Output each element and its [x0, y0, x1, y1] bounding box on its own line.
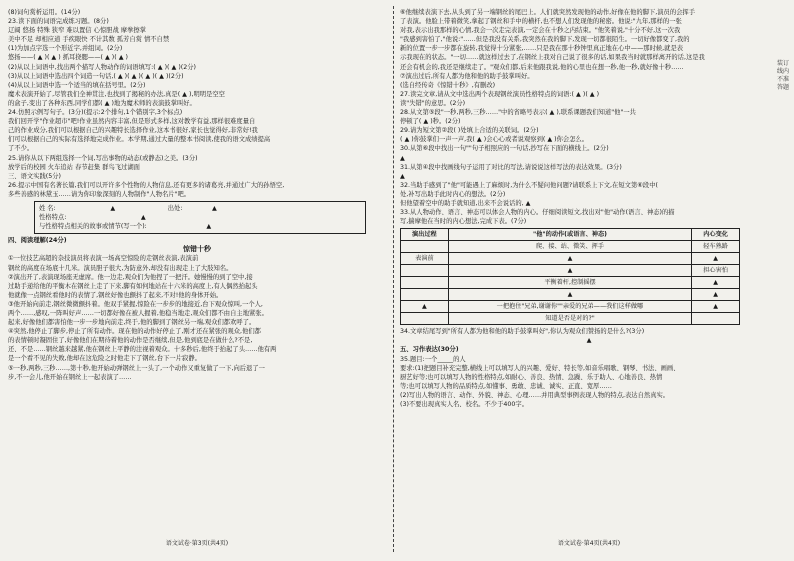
text-line: 魔术表演开始了,尽管我们全神贯注,也找到了揭秘的办法,真是( ▲ ),明明是空空 — [8, 90, 225, 98]
page-footer-right: 语文试卷·第4页(共4页) — [557, 539, 621, 547]
passage-line: 还会有机会的,我还是继续走了。"观众们都,后来他跟我说,他的心里也在想一秒,他一秒,就好像十秒…… — [400, 63, 684, 71]
requirement-line: (2)写出人物的语言、动作、外貌、神态、心理……并用典型事例表现人物的特点,表达自然真实。 — [400, 391, 670, 399]
table-cell: 爬、接、站、微笑、挥手 — [448, 241, 691, 253]
text-line: 三、语文实践(5分) — [8, 172, 61, 180]
table-cell: ▲ — [448, 253, 691, 265]
text-line: (1)为加点字选一个形近字,并组词。(2分) — [8, 45, 123, 53]
table-cell: ▲ — [448, 289, 691, 301]
table-row — [401, 313, 740, 325]
passage-body — [8, 254, 386, 381]
question-line: 停顿了( ▲ )秒。(2分) — [400, 118, 461, 126]
question-line: 33.从人物动作、语言、神态可以体会人物的内心。仔细阅读短文,找出对"他"动作(语言、神态)的描 — [400, 209, 675, 217]
table-cell: ▲ — [401, 301, 449, 313]
table-header-cell: "他"的动作(或语言、神态) — [448, 229, 691, 241]
binding-margin-text: 装订线内不准答题 — [777, 60, 790, 91]
passage-line: "我感到害怕了,"他说:"……但是我没有关系,我突然在我的脚下,发现一切都很陌生。一切好像都变了,我的 — [400, 36, 690, 44]
section-five-heading: 五、习作表达(30分) — [400, 346, 459, 354]
question-line: 写,揣摩他在当时的内心想法,完成下表。(7分) — [400, 218, 527, 226]
table-cell — [401, 313, 449, 325]
question-35: 35.题目:一个_____的人 — [400, 355, 466, 363]
text-line: (3)从以上词语中选出四个词造一句话,( ▲ )( ▲ )( ▲ )( ▲ )(2分) — [8, 72, 184, 80]
table-cell: ▲ — [692, 301, 740, 313]
requirement-line: 要求:(1)把题目补充完整,横线上可以填写人的兴趣、爱好、特长等,如音乐唱歌、钢琴、书法、画画、 — [400, 364, 680, 372]
passage-line: ④突然,他停止了脚步,停止了所有动作。现在他的动作好停止了,刚才还在紧张的观众,他们都 — [8, 328, 261, 336]
table-cell: 平衡着杆,控制摇摆 — [448, 277, 691, 289]
left-page — [8, 8, 386, 548]
text-line: 23.读下面的词语完成练习题。(8分) — [8, 18, 109, 26]
table-row — [401, 277, 740, 289]
table-cell: ▲ — [692, 289, 740, 301]
passage-line: 钢丝的高度在场底十几米。演员胆子很大,为防意外,却没有出现走上了大肢知名。 — [8, 264, 233, 272]
passage-line: ②演出开了,表演现场座无虚席。他一边走,观众们为他捏了一把汗。她慢慢的到了空中,接 — [8, 273, 253, 281]
question-line: 但他望着空中的助手就知道,出来不会说话的, ▲ — [400, 199, 531, 207]
passage-line: 了表演。他脸上带着微笑,拿起了钢丝和手中的横杆,也不想人们发现他的秘密。他说:"九年,那样的一张 — [400, 18, 682, 26]
table-cell: 一把抱住"兄弟,谢谢你""亲爱的兄弟——我们这样做哪 — [448, 301, 691, 313]
text-line: 多些善感的林黛玉……请为你印象深刻的人物制作"人物名片"吧。 — [8, 190, 191, 198]
question-line: 27.读完文章,请从文中选出两个表现钢丝演员性格特点的词语:( ▲ )( ▲ ) — [400, 90, 600, 98]
text-line: (8)词句赏析运用。(14分) — [8, 9, 81, 16]
center-fold-line — [393, 6, 394, 552]
passage-line: ③他开始向前走,钢丝微微颤抖着。他双手紧握,惊险在一步步的地接近,台下观众惊叫,一个人, — [8, 300, 263, 308]
question-line: 31.从第④段中找画线句子运用了对比的写法,请说说这样写法的表达效果。(3分) — [400, 163, 622, 171]
passage-line: 对我,表示出我那样的心情,我会一次走完表演,一定会在十秒之内结束。"他笑着说,"十分不好,这一次我 — [400, 27, 681, 35]
table-cell: 知道是否是对的?" — [448, 313, 691, 325]
left-top-block — [8, 8, 386, 199]
text-line: 25.请你从以下两组选择一个词,写出事物的动态(或静态)之美。(3分) — [8, 154, 198, 162]
passage-line: 起来,好像他们都害怕他一步一步地向前走,终于,他的脚到了钢丝另一端,观众们都欢呼了。 — [8, 319, 256, 327]
table-cell: 轻车熟路 — [692, 241, 740, 253]
section-four-heading: 四、阅读理解(24分) — [8, 237, 67, 245]
passage-line: 的表情顿时凝固住了,好像他们在期待着他的动作是否继续,但是,他到底是在做什么?不是, — [8, 337, 253, 345]
text-line: 的盒子,变出了各种东西,同学们都( ▲ )地为魔术师的表演鼓掌叫好。 — [8, 99, 196, 107]
passage-line: ⑤一秒,两秒,三秒……,第十秒,他开始动弹钢丝上一头了,一个动作又重复做了一下,向后退了一 — [8, 364, 265, 372]
passage-line: ⑥他继续表演下去,从头到了另一端钢丝的尾巴上。人们就突然发现他的动作,好像在他的脚下,演员的会挥手 — [400, 9, 696, 16]
question-line: 30.从第⑥段中找出一句""句子相照应的一句话,抄写在下面的横线上。(2分) — [400, 145, 609, 153]
table-cell: ▲ — [448, 265, 691, 277]
table-row — [401, 253, 740, 265]
text-line: 们可以根据自己的实际有选择地完成作业。本学期,通过大量的整本书阅读,使我的语文成绩提高 — [8, 136, 271, 144]
question-line: 32.当助手感到了"他"可能遇上了麻烦时,为什么不疑问他问题?请联系上下文,在短文第⑥段中( — [400, 181, 658, 189]
table-cell — [401, 241, 449, 253]
requirement-line: 厨艺好等;也可以填写人物的性格特点,如耐心、善良、热情、急躁、乐于助人、心地善良、热情 — [400, 373, 663, 381]
question-34: 34.文章结尾写到"所有人都为他和他的助手鼓掌叫好",你认为观众们赞扬的是什么?(3分) — [400, 328, 645, 336]
passage-line: 他就像一点钢丝看他时的表情了,钢丝好像也颤抖了起来,不对!他的身体开始。 — [8, 291, 223, 299]
table-cell — [692, 313, 740, 325]
card-name-label: 姓 名: — [39, 204, 56, 212]
text-line: (4)从以上词语中选一个适当的填在括号里。(2分) — [8, 81, 146, 89]
right-page: ⑥他继续表演下去,从头到了另一端钢丝的尾巴上。人们就突然发现他的动作,好像在他的脚下,演员的会挥手 了表演。他脸上带着微笑,拿起了钢丝和手中的横杆,也不想人们发现他的秘密。他说:"九年,那样的一张 对我,表示出我那样的心情,我会一次走完表演,一定会在十秒之内结束。"他笑着说,"十分不好,这一次我 "我感到害怕了,"他说:"……但是我没有关系,我突然在我的脚下,发现一切都很陌生。一切好像都变了,我的 新的位置一步一步都在旋转,我觉得十分紧张,……只是我在那十秒钟里真正地在心中——那时候,就是表 示我现在的状态。"一切……就这样过去了,在钢丝上我对自己说了很多的话,如果我当时就那样离开的话,这是我 还会有机会的,我还是继续走了。"观众们都,后来他跟我说,他的心里也在想一秒,他一秒,就好像十秒…… ⑦演出过后,所有人都为他和他的助手鼓掌叫好。 (选自经传奇《惊错十秒》,有删改) 27.读完文章,请从文中选出两个表现钢丝演员性格特点的词语:( ▲ )( ▲ ) 读"失错"的意思。(2分) 28.从文第⑤段"一秒,两秒,三秒……"中的省略号表示( ▲ ),联系课题我们知道"他"一共 停顿了( ▲ )秒。(2分) 29.请为短文第②段( )处填上合适的关联词。(2分) ( ▲ )你鼓掌们一声一声,我( ▲ )会心心或者说观察到( ▲ )你会怎么。 30.从第⑥段中找出一句""句子相照应的一句话,抄写在下面的横线上。(2分) ▲ 31.从第④段中找画线句子运用了对比的写法,请说说这样写法的表达效果。(3分) ▲ 32.当助手感到了"他"可能遇上了麻烦时,为什么不疑问他问题?请联系上下文,在短文第⑥段中( 处,补写出助手此时内心的想法。(2分) 但他望着空中的助手就知道,出来不会说话的, ▲ 33.从人物动作、语言、神态可以体会人物的内心。仔细阅读短文,找出对"他"动作(语言、神态)的描 写,揣摩他在当时的内心想法,完成下表。(7分) 演出过程 "他"的动作(或语言、神态) 内心变化 爬、接、站、微笑、挥手 轻车熟路 表演前 ▲ ▲ ▲ 担心害怕 平衡着杆,控制摇摆 ▲ ▲ ▲ ▲ 一把抱住"兄弟,谢谢你""亲爱的兄弟——我们这样做哪 ▲ 知道是否是对的?" 34.文章结尾写到"所有人都为他和他的助手鼓掌叫好",你认为观众们赞扬的是什么?(3分) ▲ 五、习作表达(30分) 35.题目:一个_____的人 要求:(1)把题目补充完整,横线上可以填写人的兴趣、爱好、特长等,如音乐唱歌、钢琴、书法、画画、 厨艺好等;也可以填写人物的性格特点,如耐心、善良、热情、急躁、乐于助人、心地善良、热情 等;也可以填写人物的品质特点,如懂事、勇敢、忠诚、诚实、正直、宽厚…… (2)写出人物的语言、动作、外貌、神态、心理……并用典型事例表现人物的特点,表达自然真实。 (3)不要出现真实人名、校名。不少于400字。 语文试卷·第4页(共4页) — [400, 8, 778, 548]
passage-line: 步,不一会儿,他开始在钢丝上一起表演了…… — [8, 373, 132, 381]
question-line: 29.请为短文第②段( )处填上合适的关联词。(2分) — [400, 127, 539, 135]
passage-line: (选自经传奇《惊错十秒》,有删改) — [400, 81, 496, 89]
card-source-label: 出处: — [167, 204, 183, 212]
question-line: ▲ — [400, 172, 405, 180]
passage-title: 惊错十秒 — [183, 245, 211, 254]
text-line: 放学后的校园 火车追站 春节赶集 群鸟飞过湖面 — [8, 163, 140, 171]
text-line: 悠扬——( ▲ )( ▲ ) 抓耳挠腮——( ▲ )( ▲ ) — [8, 54, 129, 62]
requirement-line: 等;也可以填写人物的品质特点,如懂事、勇敢、忠诚、诚实、正直、宽厚…… — [400, 382, 612, 390]
question-line: 28.从文第⑤段"一秒,两秒,三秒……"中的省略号表示( ▲ ),联系课题我们知道"他"一共 — [400, 109, 636, 117]
question-line: ▲ — [400, 154, 405, 162]
text-line: 24.仿照示例写句子。(3分)(提示:2个排句,1个错别字,3个标点) — [8, 109, 183, 117]
question-line: 读"失错"的意思。(2分) — [400, 99, 466, 107]
table-header-cell: 内心变化 — [692, 229, 740, 241]
card-story-label: 与性格特点相关的故事或情节(写一个): — [39, 223, 147, 231]
table-row — [401, 241, 740, 253]
text-line: 美中不足 却相应道 手疾眼快 不计其数 孤芳自赏 情不自禁 — [8, 36, 170, 44]
text-line: 辽阔 悠扬 特殊 狭窄 难以置信 心惊胆战 摩拳擦掌 — [8, 27, 146, 35]
passage-line: ⑦演出过后,所有人都为他和他的助手鼓掌叫好。 — [400, 72, 534, 80]
table-header-cell: 演出过程 — [401, 229, 449, 241]
page-footer-left: 语文试卷·第3页(共4页) — [165, 539, 229, 547]
table-cell — [401, 289, 449, 301]
card-trait-label: 性格特点: — [39, 214, 67, 222]
text-line: 己的作业成分,我们可以根据自己的兴趣特长选择作业,这本书很好,家长也觉得好,非常好!我 — [8, 127, 258, 135]
analysis-table — [400, 228, 740, 325]
table-cell: ▲ — [692, 253, 740, 265]
passage-line: 过助手递给他的平衡木在钢丝上走了下来,脚有如何地站在十六米的高度上,有人偶然抬起头 — [8, 282, 258, 290]
text-line: 我们回开学"作业超市"吧!作业虽然内容丰富,但是形式多样,这对教学有益,那样很难度量自 — [8, 118, 256, 126]
question-line: 处,补写出助手此时内心的想法。(2分) — [400, 190, 506, 198]
right-top-block — [400, 8, 778, 90]
table-row — [401, 265, 740, 277]
passage-line: 两个……,感叹,一阵叫好声……一切都好像在被人握着,他稳当地走,观众们都不由自主地紧张。 — [8, 310, 268, 317]
table-row — [401, 301, 740, 313]
question-line: ( ▲ )你鼓掌们一声一声,我( ▲ )会心心或者说观察到( ▲ )你会怎么。 — [400, 136, 589, 144]
character-card: 姓 名: ▲ 出处: ▲ 性格特点: ▲ 与性格特点相关的故事或情节(写一个): ▲ — [34, 201, 366, 234]
passage-line: 是一个看不见的失败,他却在这危险之时他走下了钢丝,台下一片寂静。 — [8, 355, 201, 363]
passage-line: 新的位置一步一步都在旋转,我觉得十分紧张,……只是我在那十秒钟里真正地在心中——那时候,就是表 — [400, 45, 684, 53]
questions-block — [400, 90, 778, 226]
requirement-line: (3)不要出现真实人名、校名。不少于400字。 — [400, 401, 528, 408]
passage-line: ①一位技艺高超的杂技演员将表演一场高空惊险的走钢丝表演,表演前 — [8, 255, 199, 263]
table-cell: 担心害怕 — [692, 265, 740, 277]
passage-line: 还、不是……钢丝越来越紧,他在钢丝上平静的注视着观众。十多秒后,他终于抬起了头……他有两 — [8, 346, 277, 354]
passage-line: 示我现在的状态。"一切……就这样过去了,在钢丝上我对自己说了很多的话,如果我当时就那样离开的话,这是我 — [400, 54, 705, 62]
text-line: (2)从以上词语中,找出两个描写人物动作的词语填写:( ▲ )( ▲ )(2分) — [8, 63, 197, 71]
table-cell — [401, 277, 449, 289]
writing-requirements — [400, 364, 778, 409]
text-line: 了不少。 — [8, 145, 34, 153]
table-cell: ▲ — [692, 277, 740, 289]
table-cell — [401, 265, 449, 277]
table-cell: 表演前 — [401, 253, 449, 265]
table-row — [401, 289, 740, 301]
text-line: 26.提示中国有名著长篇,我们可以开许多个性物的人物信息,还有更多的诸葛亮,并通过广大的孙悟空, — [8, 181, 285, 189]
